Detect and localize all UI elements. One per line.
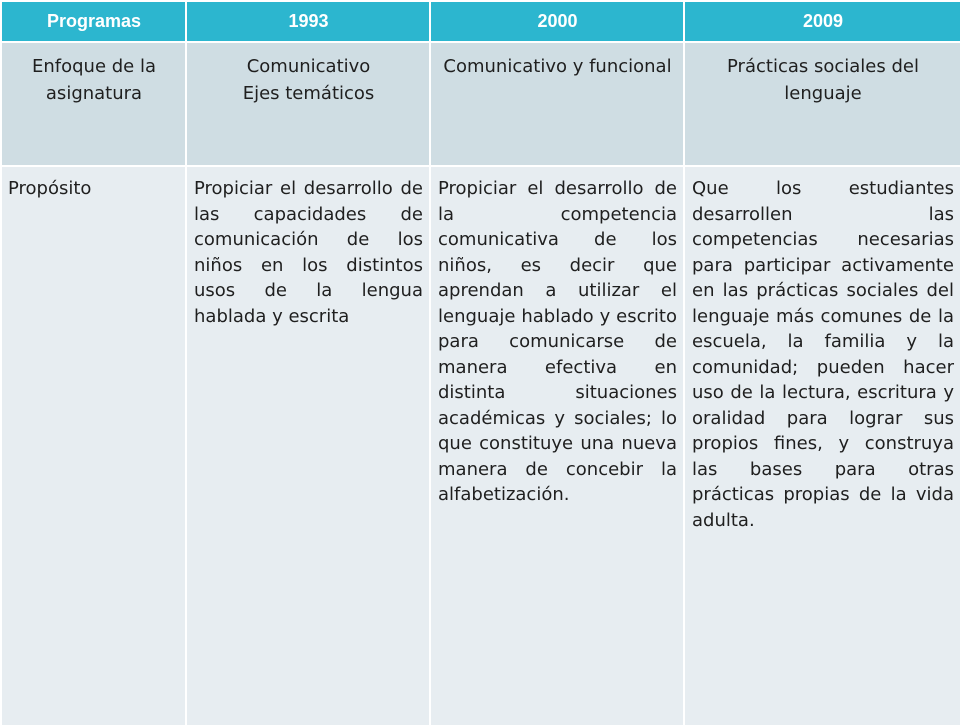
- cell-enfoque-2000: Comunicativo y funcional: [430, 42, 684, 166]
- cell-enfoque-1993: [186, 42, 430, 166]
- cell-enfoque-1993-line-1: Comunicativo: [246, 56, 371, 77]
- cell-proposito-2009: Que los estudiantes desarrollen las competencias necesarias para participar activamente en las prácticas sociales del lenguaje más comunes de la escuela, la familia y la comunidad; pueden hacer uso de la lectura, escritura y oralidad para lograr sus propios fines, y construya las bases para otras prácticas propias de la vida adulta.: [684, 166, 960, 726]
- header-row: [1, 1, 960, 42]
- header-programas: Programas: [1, 1, 186, 42]
- cell-proposito-2000: Propiciar el desarrollo de la competencia comunicativa de los niños, es decir que aprendan a utilizar el lenguaje hablado y escrito para comunicarse de manera efectiva en distinta situaciones académicas y sociales; lo que constituye una nueva manera de concebir la alfabetización.: [430, 166, 684, 726]
- header-2009: 2009: [684, 1, 960, 42]
- header-1993: 1993: [186, 1, 430, 42]
- header-2000: 2000: [430, 1, 684, 42]
- table-row-enfoque: [1, 42, 960, 166]
- cell-enfoque-1993-line-2: Ejes temáticos: [242, 83, 375, 104]
- cell-proposito-1993: Propiciar el desarrollo de las capacidades de comunicación de los niños en los distintos usos de la lengua hablada y escrita: [186, 166, 430, 726]
- row-label-enfoque: Enfoque de la asignatura: [1, 42, 186, 166]
- table-row-proposito: [1, 166, 960, 726]
- row-label-proposito: Propósito: [1, 166, 186, 726]
- cell-enfoque-2009: Prácticas sociales del lenguaje: [684, 42, 960, 166]
